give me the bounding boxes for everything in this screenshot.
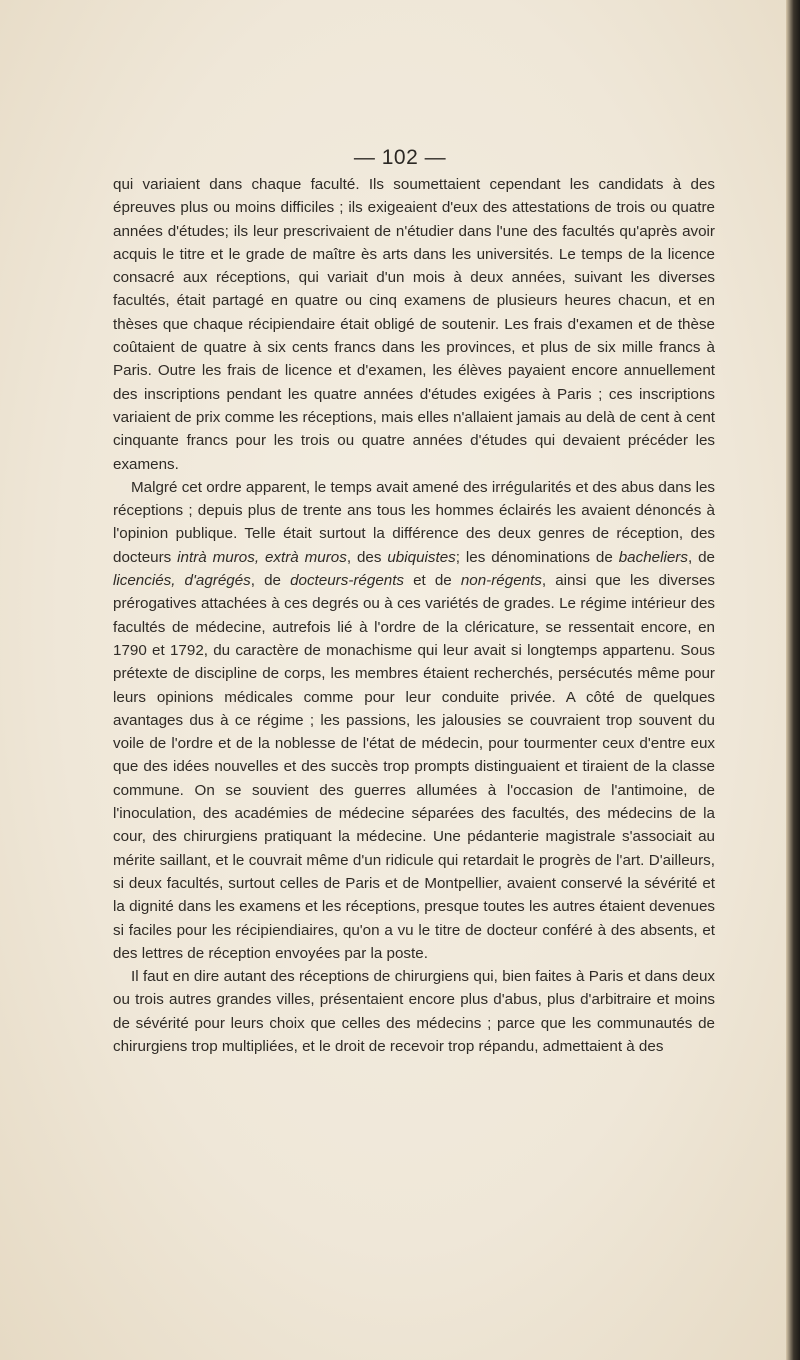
italic-term: licenciés, d'agrégés bbox=[113, 572, 251, 590]
text-run: , des bbox=[346, 548, 388, 566]
text-run: , de bbox=[687, 548, 715, 566]
italic-term: intrà muros, extrà muros bbox=[177, 548, 347, 566]
italic-term: docteurs-régents bbox=[290, 572, 405, 590]
paragraph-p1 bbox=[113, 173, 715, 476]
text-run: ; les dénominations de bbox=[455, 548, 619, 566]
text-run: qui variaient dans chaque faculté. Ils soumettaient cependant les candidats à des épreuves plus ou moins difficiles ; ils exigeaient d'eux des attestations de trois ou quatre années d'études; ils leur prescrivaient de n'étudier dans l'une des facultés qu'après avoir acquis le titre et le grade de maître ès arts dans les universités. Le temps de la licence consacré aux réceptions, qui variait d'un mois à deux années, suivant les diverses facultés, était partagé en quatre ou cinq examens de plusieurs heures chacun, et en thèses que chaque récipiendaire était obligé de soutenir. Les frais d'examen et de thèse coûtaient de quatre à six cents francs dans les provinces, et plus de six mille francs à Paris. Outre les frais de licence et d'examen, les élèves payaient encore annuellement des inscriptions pendant les quatre années d'études exigées à Paris ; ces inscriptions variaient de prix comme les réceptions, mais elles n'allaient jamais au delà de cent à cent cinquante francs pour les trois ou quatre années d'études qui devaient précéder les examens. bbox=[113, 176, 715, 473]
text-run: et de bbox=[404, 572, 461, 590]
text-run: , de bbox=[250, 572, 291, 590]
text-run: , ainsi que les diverses prérogatives attachées à ces degrés ou à ces variétés de grades. Le régime intérieur des facultés de médecine, autrefois lié à l'ordre de la cléricature, se ressentait encore, en 1790 et 1792, du caractère de monachisme qui leur avait si longtemps appartenu. Sous prétexte de discipline de corps, les membres étaient recherchés, persécutés même pour leurs opinions médicales comme pour leur conduite privée. A côté de quelques avantages dus à ce régime ; les passions, les jalousies se couvraient trop souvent du voile de l'ordre et de la noblesse de l'état de médecin, pour tourmenter ceux d'entre eux que des idées nouvelles et des succès trop prompts distinguaient et tiraient de la classe commune. On se souvient des guerres allumées à l'occasion de l'antimoine, de l'inoculation, des académies de médecine séparées des facultés, des médecins de la cour, des chirurgiens pratiquant la médecine. Une pédanterie magistrale s'associait au mérite saillant, et le couvrait même d'un ridicule qui retardait le progrès de l'art. D'ailleurs, si deux facultés, surtout celles de Paris et de Montpellier, avaient conservé la sévérité et la dignité dans les examens et les réceptions, presque toutes les autres étaient devenues si faciles pour les récipiendiaires, qu'on a vu le titre de docteur conféré à des absents, et des lettres de réception envoyées par la poste. bbox=[113, 572, 715, 962]
page-number: — 102 — bbox=[353, 146, 447, 169]
italic-term: ubiquistes bbox=[387, 548, 456, 566]
body-text bbox=[113, 173, 715, 1058]
paragraph-p3 bbox=[113, 965, 715, 1058]
italic-term: bacheliers bbox=[618, 548, 688, 566]
italic-term: non-régents bbox=[460, 572, 542, 590]
page-edge-shadow bbox=[786, 0, 800, 1360]
text-run: Malgré cet ordre apparent, le temps avait amené des irrégularités et des abus dans les réceptions ; depuis plus de trente ans tous les hommes éclairés les avaient dénoncés à l'opinion publique. Telle était surtout la différence des deux genres de réception, des docteurs bbox=[113, 478, 715, 566]
paragraph-p2 bbox=[113, 476, 715, 965]
text-run: Il faut en dire autant des réceptions de chirurgiens qui, bien faites à Paris et dans deux ou trois autres grandes villes, présentaient encore plus d'abus, plus d'arbitraire et moins de sévérité pour leurs choix que celles des médecins ; parce que les communautés de chirurgiens trop multipliées, et le droit de recevoir trop répandu, admettaient à des bbox=[113, 968, 715, 1055]
